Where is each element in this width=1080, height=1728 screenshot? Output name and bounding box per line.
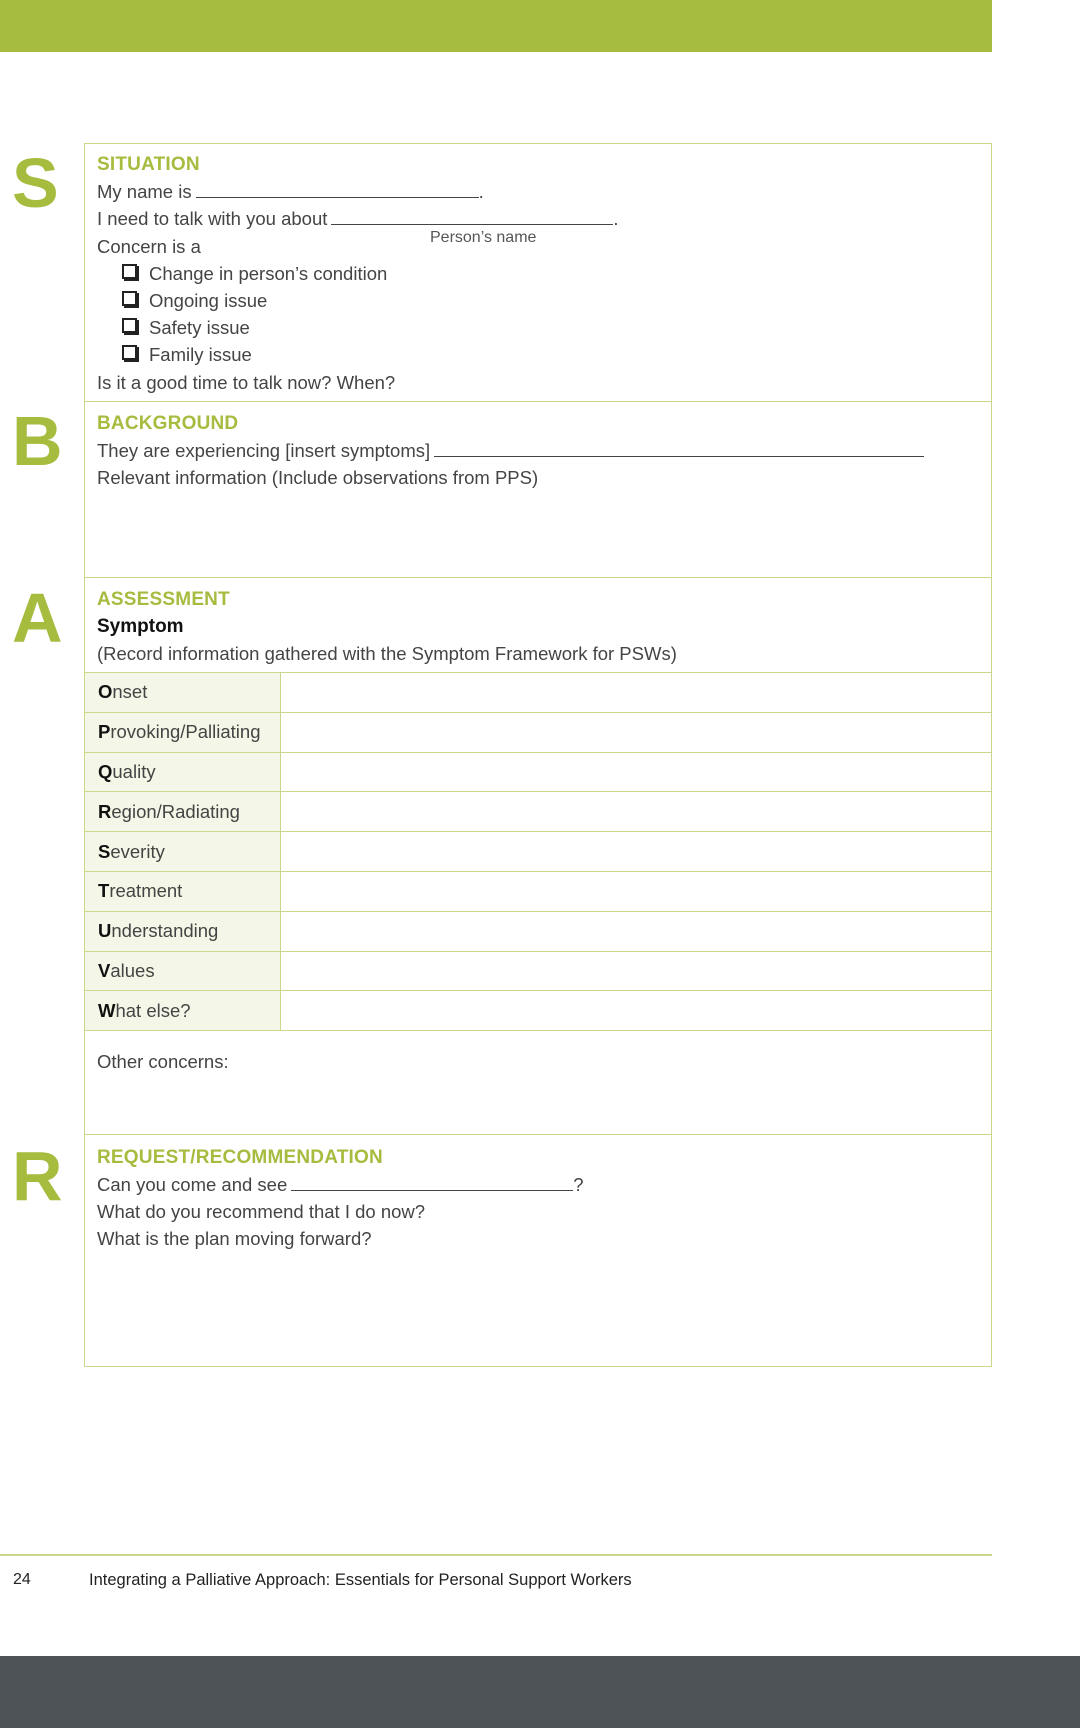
sbar-letter-b: B [12,402,63,480]
viewer-bottom-bar [0,1656,1080,1728]
option-change-in-condition[interactable] [122,263,387,285]
row-initial: R [98,800,112,822]
response-cell[interactable] [281,871,992,911]
table-row [85,752,992,792]
header-color-bar [0,0,992,52]
row-label-onset [85,673,281,713]
come-and-see-label: Can you come and see [97,1174,288,1195]
name-label: My name is [97,181,192,202]
person-name-caption: Person’s name [430,229,537,246]
section-title-background: BACKGROUND [97,413,239,434]
come-and-see-line: Can you come and see ? [97,1174,584,1195]
response-cell[interactable] [281,712,992,752]
checkbox-icon[interactable] [122,345,137,360]
row-label-treatment [85,871,281,911]
table-row [85,673,992,713]
row-initial: S [98,840,111,862]
table-row [85,792,992,832]
sbar-letter-a: A [12,579,63,657]
divider-background-assessment [84,577,992,578]
row-initial: P [98,721,111,743]
row-label-rest: egion/Radiating [111,800,240,822]
table-row [85,832,992,872]
section-title-situation: SITUATION [97,154,200,175]
response-cell[interactable] [281,673,992,713]
row-initial: V [98,959,111,981]
row-label-rest: reatment [109,880,183,902]
other-concerns-label: Other concerns: [97,1051,229,1072]
row-initial: U [98,920,112,942]
row-label-rest: rovoking/Palliating [110,721,261,743]
response-cell[interactable] [281,792,992,832]
row-label-region [85,792,281,832]
row-label-values [85,951,281,991]
plan-question: What is the plan moving forward? [97,1228,372,1249]
option-label: Safety issue [149,317,250,338]
option-label: Ongoing issue [149,290,268,311]
symptoms-label: They are experiencing [insert symptoms] [97,440,431,461]
response-cell[interactable] [281,911,992,951]
row-label-rest: uality [112,760,156,782]
row-label-quality [85,752,281,792]
response-cell[interactable] [281,752,992,792]
good-time-question: Is it a good time to talk now? When? [97,372,396,393]
table-row [85,712,992,752]
recommend-question: What do you recommend that I do now? [97,1201,426,1222]
row-label-provoking [85,712,281,752]
concern-line: Concern is a [97,236,201,257]
option-ongoing-issue[interactable] [122,290,267,312]
talk-label: I need to talk with you about [97,208,328,229]
row-label-severity [85,832,281,872]
row-initial: W [98,999,116,1021]
row-label-rest: nderstanding [111,920,219,942]
talk-line: I need to talk with you about . [97,208,619,229]
come-and-see-blank[interactable] [291,1176,573,1191]
table-row [85,911,992,951]
row-label-what-else [85,991,281,1031]
footer-rule [0,1554,992,1556]
checkbox-icon[interactable] [122,291,137,306]
option-label: Family issue [149,344,252,365]
checkbox-icon[interactable] [122,264,137,279]
table-row [85,871,992,911]
symptoms-line [97,440,924,462]
option-family-issue[interactable] [122,344,252,366]
relevant-information-line: Relevant information (Include observations from PPS) [97,467,539,488]
row-label-rest: nset [112,681,148,703]
section-title-request: REQUEST/RECOMMENDATION [97,1147,383,1168]
sbar-letter-r: R [12,1137,63,1215]
footer-title: Integrating a Palliative Approach: Essentials for Personal Support Workers [89,1571,632,1589]
row-label-rest: alues [110,959,155,981]
row-initial: Q [98,760,113,782]
row-initial: T [98,880,110,902]
table-row [85,991,992,1031]
checkbox-icon[interactable] [122,318,137,333]
page-number: 24 [13,1571,31,1588]
row-initial: O [98,681,113,703]
name-line: My name is . [97,181,484,202]
option-label: Change in person’s condition [149,263,388,284]
symptom-framework-note: (Record information gathered with the Symptom Framework for PSWs) [97,643,677,664]
symptom-framework-table [84,672,992,1031]
section-title-assessment: ASSESSMENT [97,589,230,610]
row-label-understanding [85,911,281,951]
symptoms-blank[interactable] [434,442,924,457]
response-cell[interactable] [281,951,992,991]
divider-situation-background [84,401,992,402]
option-safety-issue[interactable] [122,317,250,339]
table-row [85,951,992,991]
person-name-blank[interactable] [331,210,613,225]
row-label-rest: hat else? [115,999,191,1021]
response-cell[interactable] [281,832,992,872]
divider-assessment-request [84,1134,992,1135]
sbar-letter-s: S [12,144,59,222]
response-cell[interactable] [281,991,992,1031]
row-label-rest: everity [110,840,165,862]
name-blank[interactable] [196,183,479,198]
symptom-heading: Symptom [97,616,184,637]
